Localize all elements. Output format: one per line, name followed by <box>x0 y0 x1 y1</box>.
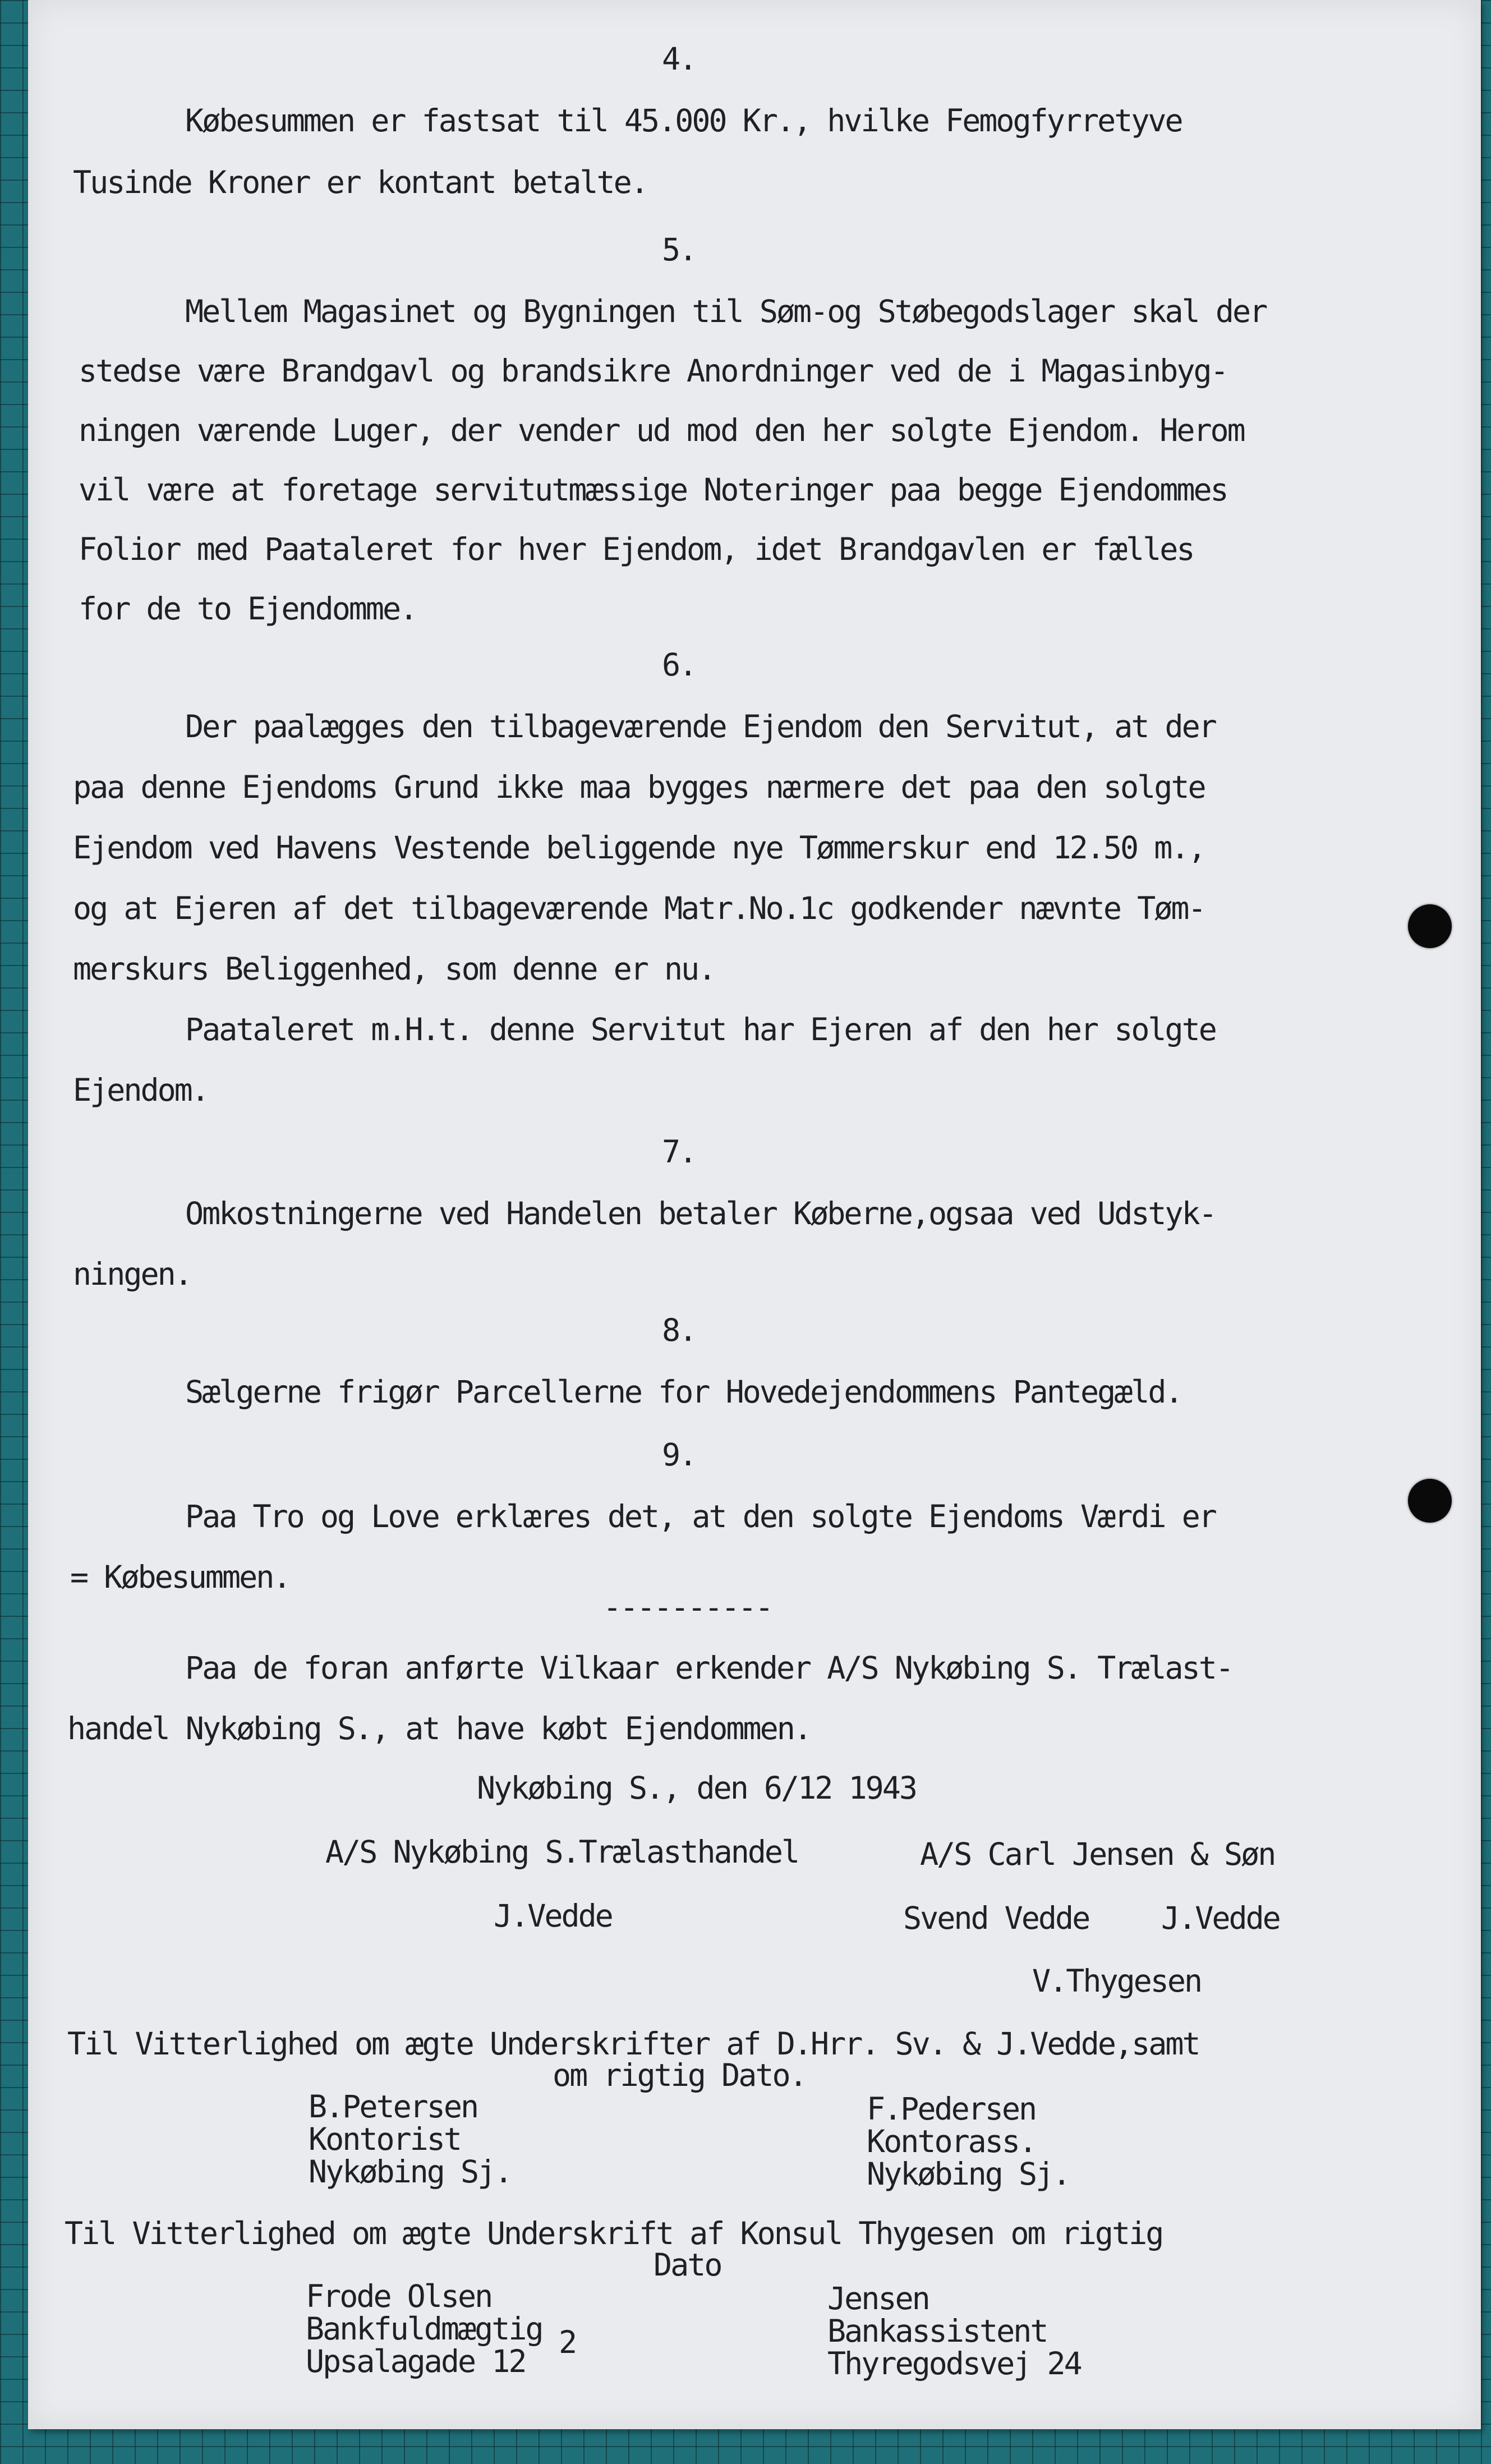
seller-company: A/S Carl Jensen & Søn <box>920 1836 1275 1872</box>
witness-2-left-address: Upsalagade 12 <box>306 2343 526 2379</box>
section-6-line-4: og at Ejeren af det tilbageværende Matr.No.1c godkender nævnte Tøm- <box>73 890 1205 926</box>
witness-2-right-address: Thyregodsvej 24 <box>827 2346 1081 2382</box>
section-5-line-1: Mellem Magasinet og Bygningen til Søm-og Støbegodslager skal der <box>185 293 1267 329</box>
section-6-line-7: Ejendom. <box>73 1072 208 1108</box>
acceptance-line-1: Paa de foran anførte Vilkaar erkender A/S Nykøbing S. Trælast- <box>185 1650 1232 1686</box>
witness-1-right-name: F.Pedersen <box>867 2091 1036 2127</box>
witness-2-left-name: Frode Olsen <box>306 2278 492 2314</box>
section-7-line-2: ningen. <box>73 1256 191 1292</box>
section-8-line-1: Sælgerne frigør Parcellerne for Hovedejendommens Pantegæld. <box>185 1374 1182 1410</box>
witness-1-left-place: Nykøbing Sj. <box>309 2154 512 2190</box>
section-9-number: 9. <box>662 1437 696 1473</box>
witness-1-right-title: Kontorass. <box>867 2123 1036 2159</box>
section-5-line-4: vil være at foretage servitutmæssige Noteringer paa begge Ejendommes <box>79 472 1227 508</box>
section-9-line-2: = Købesummen. <box>70 1559 290 1595</box>
section-5-line-2: stedse være Brandgavl og brandsikre Anordninger ved de i Magasinbyg- <box>79 353 1227 389</box>
witness-1-left-name: B.Petersen <box>309 2089 478 2125</box>
acceptance-line-2: handel Nykøbing S., at have købt Ejendommen. <box>67 1711 811 1746</box>
section-5-line-5: Folior med Paataleret for hver Ejendom, idet Brandgavlen er fælles <box>79 531 1194 567</box>
buyer-signature: J.Vedde <box>494 1898 612 1934</box>
section-9-line-1: Paa Tro og Love erklæres det, at den solgte Ejendoms Værdi er <box>185 1498 1216 1534</box>
section-4-line-1: Købesummen er fastsat til 45.000 Kr., hvilke Femogfyrretyve <box>185 103 1182 139</box>
section-6-line-5: merskurs Beliggenhed, som denne er nu. <box>73 951 715 987</box>
section-7-line-1: Omkostningerne ved Handelen betaler Køberne,ogsaa ved Udstyk- <box>185 1196 1216 1231</box>
section-6-line-6: Paataleret m.H.t. denne Servitut har Ejeren af den her solgte <box>185 1012 1216 1047</box>
section-4-number: 4. <box>662 41 696 77</box>
witness-2-statement-cont: Dato <box>654 2247 721 2283</box>
witness-2-statement: Til Vitterlighed om ægte Underskrift af Konsul Thygesen om rigtig <box>65 2215 1163 2251</box>
witness-2-right-name: Jensen <box>827 2281 929 2316</box>
seller-signature-3: V.Thygesen <box>1032 1963 1202 1999</box>
place-date: Nykøbing S., den 6/12 1943 <box>477 1770 916 1806</box>
separator-line: ---------- <box>603 1589 772 1625</box>
witness-1-left-title: Kontorist <box>309 2121 461 2157</box>
section-6-line-2: paa denne Ejendoms Grund ikke maa bygges nærmere det paa den solgte <box>73 769 1205 805</box>
seller-signature-2: J.Vedde <box>1161 1900 1280 1936</box>
witness-1-statement-cont: om rigtig Dato. <box>553 2057 806 2093</box>
section-5-number: 5. <box>662 232 696 268</box>
witness-2-left-title: Bankfuldmægtig <box>306 2311 542 2347</box>
document-page <box>28 0 1481 2429</box>
section-7-number: 7. <box>662 1134 696 1170</box>
buyer-company: A/S Nykøbing S.Trælasthandel <box>325 1834 799 1870</box>
witness-1-statement: Til Vitterlighed om ægte Underskrifter af D.Hrr. Sv. & J.Vedde,samt <box>67 2026 1199 2062</box>
section-4-line-2: Tusinde Kroner er kontant betalte. <box>73 164 647 200</box>
section-6-line-3: Ejendom ved Havens Vestende beliggende nye Tømmerskur end 12.50 m., <box>73 830 1205 866</box>
section-5-line-3: ningen værende Luger, der vender ud mod den her solgte Ejendom. Herom <box>79 412 1244 448</box>
witness-1-right-place: Nykøbing Sj. <box>867 2156 1070 2192</box>
page-number: 2 <box>559 2324 576 2360</box>
section-5-line-6: for de to Ejendomme. <box>79 591 417 627</box>
punch-hole-top <box>1408 904 1452 948</box>
punch-hole-bottom <box>1408 1479 1452 1523</box>
section-8-number: 8. <box>662 1312 696 1348</box>
section-6-number: 6. <box>662 647 696 683</box>
seller-signature-1: Svend Vedde <box>903 1900 1089 1936</box>
witness-2-right-title: Bankassistent <box>827 2313 1047 2349</box>
section-6-line-1: Der paalægges den tilbageværende Ejendom den Servitut, at der <box>185 709 1216 744</box>
